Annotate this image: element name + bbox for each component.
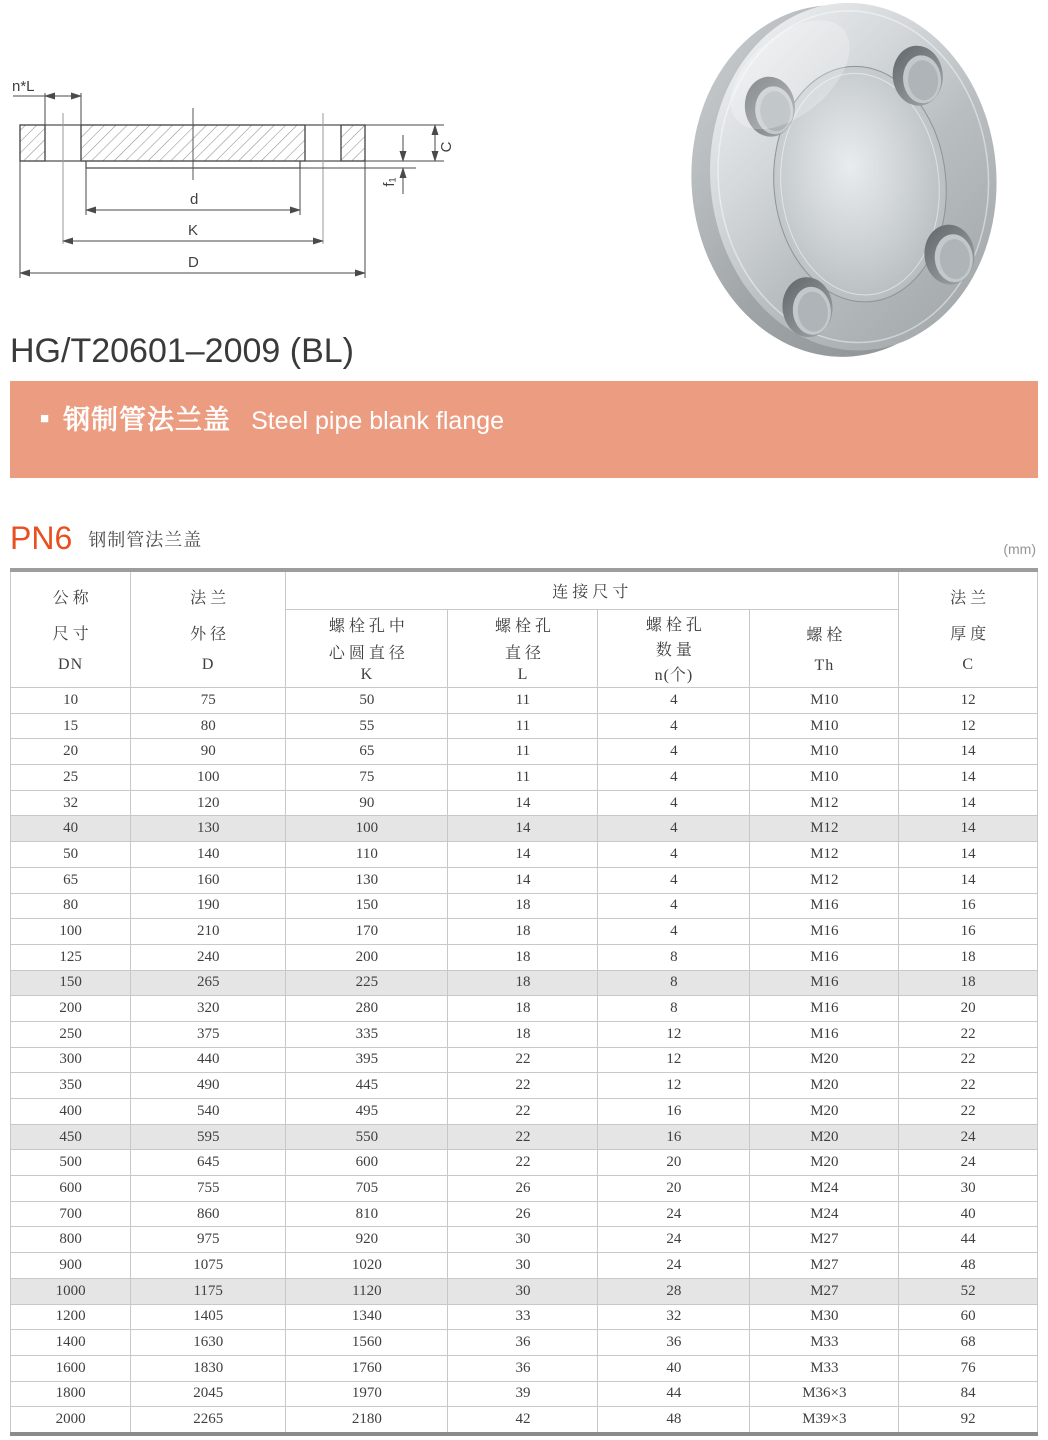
table-cell: M20 — [750, 1124, 899, 1150]
table-cell: 50 — [11, 842, 131, 868]
table-row — [11, 944, 1038, 970]
table-cell: 22 — [899, 1047, 1038, 1073]
table-row — [11, 970, 1038, 996]
table-cell: 1800 — [11, 1381, 131, 1407]
table-cell: 4 — [598, 713, 750, 739]
table-cell: 76 — [899, 1355, 1038, 1381]
table-cell: 8 — [598, 944, 750, 970]
table-cell: M12 — [750, 842, 899, 868]
table-cell: 22 — [899, 1073, 1038, 1099]
table-cell: 32 — [598, 1304, 750, 1330]
table-cell: 225 — [286, 970, 448, 996]
table-cell: 335 — [286, 1021, 448, 1047]
table-cell: M16 — [750, 893, 899, 919]
table-cell: 16 — [598, 1124, 750, 1150]
table-row — [11, 739, 1038, 765]
table-cell: 14 — [899, 765, 1038, 791]
table-cell: 600 — [11, 1176, 131, 1202]
table-cell: 705 — [286, 1176, 448, 1202]
table-row — [11, 713, 1038, 739]
table-cell: 160 — [131, 867, 286, 893]
table-cell: M16 — [750, 970, 899, 996]
table-cell: M24 — [750, 1176, 899, 1202]
dimension-lines — [13, 93, 444, 278]
table-cell: 240 — [131, 944, 286, 970]
spec-table — [10, 568, 1038, 1436]
table-cell: 18 — [448, 944, 598, 970]
table-cell: 39 — [448, 1381, 598, 1407]
table-row — [11, 790, 1038, 816]
table-cell: 1830 — [131, 1355, 286, 1381]
table-cell: M10 — [750, 688, 899, 714]
table-cell: 92 — [899, 1407, 1038, 1434]
table-cell: 150 — [286, 893, 448, 919]
table-row — [11, 1201, 1038, 1227]
table-cell: 48 — [598, 1407, 750, 1434]
table-cell: 110 — [286, 842, 448, 868]
table-cell: 36 — [598, 1330, 750, 1356]
col-header-th: 螺栓 Th — [750, 610, 899, 688]
table-cell: M27 — [750, 1253, 899, 1279]
table-cell: 24 — [598, 1253, 750, 1279]
table-cell: 4 — [598, 919, 750, 945]
table-cell: 80 — [131, 713, 286, 739]
table-cell: 65 — [11, 867, 131, 893]
table-cell: 33 — [448, 1304, 598, 1330]
table-cell: 12 — [598, 1021, 750, 1047]
table-cell: 1630 — [131, 1330, 286, 1356]
standard-title: HG/T20601–2009 (BL) — [10, 332, 354, 370]
table-cell: 975 — [131, 1227, 286, 1253]
table-cell: 24 — [598, 1227, 750, 1253]
table-cell: 14 — [899, 739, 1038, 765]
table-cell: 14 — [448, 816, 598, 842]
table-cell: 26 — [448, 1201, 598, 1227]
banner-title-zh: 钢制管法兰盖 — [63, 405, 232, 435]
table-cell: 60 — [899, 1304, 1038, 1330]
table-cell: 550 — [286, 1124, 448, 1150]
table-row — [11, 1330, 1038, 1356]
table-cell: 68 — [899, 1330, 1038, 1356]
table-row — [11, 1073, 1038, 1099]
table-cell: 36 — [448, 1330, 598, 1356]
table-row — [11, 1176, 1038, 1202]
table-cell: 450 — [11, 1124, 131, 1150]
table-cell: 11 — [448, 713, 598, 739]
table-row — [11, 1253, 1038, 1279]
table-cell: 200 — [286, 944, 448, 970]
table-cell: 150 — [11, 970, 131, 996]
table-cell: 1075 — [131, 1253, 286, 1279]
table-cell: 18 — [448, 970, 598, 996]
table-cell: 26 — [448, 1176, 598, 1202]
table-cell: 445 — [286, 1073, 448, 1099]
table-cell: 8 — [598, 996, 750, 1022]
table-cell: 4 — [598, 790, 750, 816]
table-cell: 900 — [11, 1253, 131, 1279]
unit-note: (mm) — [1003, 541, 1036, 557]
table-row — [11, 996, 1038, 1022]
table-cell: M12 — [750, 867, 899, 893]
table-cell: 16 — [598, 1099, 750, 1125]
table-cell: 12 — [899, 713, 1038, 739]
table-cell: 120 — [131, 790, 286, 816]
table-cell: 130 — [286, 867, 448, 893]
table-cell: 4 — [598, 739, 750, 765]
table-cell: 100 — [286, 816, 448, 842]
table-cell: M16 — [750, 996, 899, 1022]
table-row — [11, 1047, 1038, 1073]
col-header-n: 螺栓孔 数量 n(个) — [598, 610, 750, 688]
table-cell: 40 — [11, 816, 131, 842]
table-cell: M27 — [750, 1278, 899, 1304]
table-cell: 1970 — [286, 1381, 448, 1407]
dimension-labels — [12, 78, 455, 271]
table-row — [11, 919, 1038, 945]
table-cell: 11 — [448, 688, 598, 714]
table-cell: 100 — [11, 919, 131, 945]
table-row — [11, 1355, 1038, 1381]
table-cell: M20 — [750, 1150, 899, 1176]
table-cell: M27 — [750, 1227, 899, 1253]
table-cell: 1560 — [286, 1330, 448, 1356]
table-cell: 1600 — [11, 1355, 131, 1381]
table-cell: 700 — [11, 1201, 131, 1227]
table-row — [11, 893, 1038, 919]
table-cell: 75 — [286, 765, 448, 791]
table-cell: M10 — [750, 765, 899, 791]
table-cell: 42 — [448, 1407, 598, 1434]
table-cell: 8 — [598, 970, 750, 996]
table-cell: 375 — [131, 1021, 286, 1047]
table-cell: M33 — [750, 1355, 899, 1381]
table-row — [11, 867, 1038, 893]
table-row — [11, 1099, 1038, 1125]
table-cell: 24 — [899, 1124, 1038, 1150]
table-cell: 1200 — [11, 1304, 131, 1330]
table-cell: 18 — [448, 996, 598, 1022]
flange-dimension-table — [10, 568, 1038, 1436]
table-cell: 24 — [598, 1201, 750, 1227]
table-cell: 4 — [598, 867, 750, 893]
table-cell: 30 — [448, 1253, 598, 1279]
svg-text:n*L: n*L — [12, 78, 35, 95]
table-cell: 320 — [131, 996, 286, 1022]
table-cell: 52 — [899, 1278, 1038, 1304]
svg-text:K: K — [188, 222, 199, 239]
table-cell: 22 — [448, 1073, 598, 1099]
table-cell: 11 — [448, 765, 598, 791]
table-row — [11, 1021, 1038, 1047]
table-cell: 1760 — [286, 1355, 448, 1381]
table-row — [11, 816, 1038, 842]
table-cell: 1405 — [131, 1304, 286, 1330]
table-cell: 14 — [448, 790, 598, 816]
table-cell: 250 — [11, 1021, 131, 1047]
table-cell: M20 — [750, 1073, 899, 1099]
table-cell: 15 — [11, 713, 131, 739]
table-cell: M12 — [750, 790, 899, 816]
table-cell: 265 — [131, 970, 286, 996]
table-cell: 75 — [131, 688, 286, 714]
table-cell: 22 — [899, 1099, 1038, 1125]
table-cell: 90 — [131, 739, 286, 765]
table-cell: 490 — [131, 1073, 286, 1099]
pn-rating: PN6 — [10, 520, 73, 556]
table-cell: 920 — [286, 1227, 448, 1253]
table-cell: 280 — [286, 996, 448, 1022]
table-cell: 595 — [131, 1124, 286, 1150]
table-cell: 395 — [286, 1047, 448, 1073]
table-cell: 20 — [598, 1176, 750, 1202]
table-cell: 1175 — [131, 1278, 286, 1304]
table-cell: 24 — [899, 1150, 1038, 1176]
table-cell: M24 — [750, 1201, 899, 1227]
table-cell: M33 — [750, 1330, 899, 1356]
table-cell: 11 — [448, 739, 598, 765]
table-cell: 4 — [598, 842, 750, 868]
table-cell: 55 — [286, 713, 448, 739]
table-cell: 125 — [11, 944, 131, 970]
table-cell: M16 — [750, 1021, 899, 1047]
col-header-connection: 连接尺寸 — [286, 570, 899, 610]
table-cell: 12 — [598, 1047, 750, 1073]
table-cell: 20 — [11, 739, 131, 765]
table-cell: 30 — [448, 1227, 598, 1253]
table-cell: 400 — [11, 1099, 131, 1125]
banner-title-en: Steel pipe blank flange — [251, 407, 505, 435]
table-cell: 14 — [899, 842, 1038, 868]
table-cell: 18 — [899, 970, 1038, 996]
table-cell: 2265 — [131, 1407, 286, 1434]
table-cell: 90 — [286, 790, 448, 816]
table-cell: 40 — [598, 1355, 750, 1381]
table-cell: M36×3 — [750, 1381, 899, 1407]
section-subtitle: 钢制管法兰盖 — [88, 530, 203, 550]
section-header — [10, 521, 202, 555]
table-cell: 14 — [899, 867, 1038, 893]
table-row — [11, 765, 1038, 791]
table-cell: 28 — [598, 1278, 750, 1304]
table-cell: 12 — [598, 1073, 750, 1099]
table-cell: 495 — [286, 1099, 448, 1125]
table-cell: 810 — [286, 1201, 448, 1227]
table-cell: 44 — [598, 1381, 750, 1407]
table-cell: 25 — [11, 765, 131, 791]
table-cell: 540 — [131, 1099, 286, 1125]
table-cell: 1120 — [286, 1278, 448, 1304]
table-cell: 2000 — [11, 1407, 131, 1434]
table-row — [11, 1381, 1038, 1407]
table-body — [11, 688, 1038, 1434]
table-cell: 200 — [11, 996, 131, 1022]
table-cell: 16 — [899, 893, 1038, 919]
table-cell: M10 — [750, 739, 899, 765]
table-cell: M39×3 — [750, 1407, 899, 1434]
table-cell: 12 — [899, 688, 1038, 714]
table-cell: 18 — [899, 944, 1038, 970]
table-cell: 22 — [448, 1099, 598, 1125]
table-cell: 860 — [131, 1201, 286, 1227]
table-cell: 170 — [286, 919, 448, 945]
table-cell: 22 — [448, 1124, 598, 1150]
table-cell: M20 — [750, 1047, 899, 1073]
table-cell: 14 — [899, 816, 1038, 842]
svg-text:C: C — [438, 141, 455, 153]
table-row — [11, 1278, 1038, 1304]
table-cell: 16 — [899, 919, 1038, 945]
table-cell: 4 — [598, 816, 750, 842]
table-cell: 800 — [11, 1227, 131, 1253]
table-cell: 100 — [131, 765, 286, 791]
product-banner — [10, 381, 1038, 478]
table-cell: 30 — [899, 1176, 1038, 1202]
table-cell: 1000 — [11, 1278, 131, 1304]
col-header-d: 法兰 外径 D — [131, 570, 286, 688]
table-cell: 4 — [598, 765, 750, 791]
table-cell: M16 — [750, 944, 899, 970]
table-cell: 130 — [131, 816, 286, 842]
table-cell: 210 — [131, 919, 286, 945]
table-cell: 350 — [11, 1073, 131, 1099]
table-cell: 600 — [286, 1150, 448, 1176]
table-cell: 48 — [899, 1253, 1038, 1279]
table-cell: 4 — [598, 893, 750, 919]
table-cell: M30 — [750, 1304, 899, 1330]
col-header-c: 法兰 厚度 C — [899, 570, 1038, 688]
table-cell: 32 — [11, 790, 131, 816]
technical-drawing — [8, 63, 456, 301]
svg-text:d: d — [190, 191, 199, 208]
table-cell: 1340 — [286, 1304, 448, 1330]
table-cell: 1400 — [11, 1330, 131, 1356]
table-cell: 18 — [448, 1021, 598, 1047]
table-cell: 4 — [598, 688, 750, 714]
table-cell: 140 — [131, 842, 286, 868]
svg-text:D: D — [188, 254, 199, 271]
table-cell: 22 — [448, 1047, 598, 1073]
table-cell: 500 — [11, 1150, 131, 1176]
table-row — [11, 1150, 1038, 1176]
table-cell: 14 — [448, 842, 598, 868]
table-row — [11, 1124, 1038, 1150]
table-cell: 18 — [448, 919, 598, 945]
table-cell: 14 — [448, 867, 598, 893]
col-header-l: 螺栓孔 直径 L — [448, 610, 598, 688]
col-header-dn: 公称 尺寸 DN — [11, 570, 131, 688]
table-cell: 440 — [131, 1047, 286, 1073]
table-cell: M16 — [750, 919, 899, 945]
table-cell: 65 — [286, 739, 448, 765]
table-cell: 300 — [11, 1047, 131, 1073]
table-row — [11, 1227, 1038, 1253]
table-cell: 18 — [448, 893, 598, 919]
table-cell: 2180 — [286, 1407, 448, 1434]
table-cell: M12 — [750, 816, 899, 842]
table-cell: 20 — [899, 996, 1038, 1022]
table-cell: 190 — [131, 893, 286, 919]
flange-photo — [680, 0, 1025, 376]
table-cell: 50 — [286, 688, 448, 714]
table-cell: 40 — [899, 1201, 1038, 1227]
table-cell: M20 — [750, 1099, 899, 1125]
table-cell: 645 — [131, 1150, 286, 1176]
table-row — [11, 842, 1038, 868]
table-cell: 22 — [448, 1150, 598, 1176]
table-cell: 2045 — [131, 1381, 286, 1407]
table-cell: 755 — [131, 1176, 286, 1202]
table-cell: 1020 — [286, 1253, 448, 1279]
col-header-k: 螺栓孔中 心圆直径 K — [286, 610, 448, 688]
table-cell: 36 — [448, 1355, 598, 1381]
table-row — [11, 1304, 1038, 1330]
table-row — [11, 1407, 1038, 1434]
table-row — [11, 688, 1038, 714]
table-cell: 44 — [899, 1227, 1038, 1253]
table-cell: 10 — [11, 688, 131, 714]
table-cell: M10 — [750, 713, 899, 739]
table-cell: 30 — [448, 1278, 598, 1304]
square-bullet-icon: ■ — [40, 410, 50, 427]
svg-text:f₁: f₁ — [381, 177, 398, 187]
table-cell: 80 — [11, 893, 131, 919]
table-cell: 22 — [899, 1021, 1038, 1047]
table-cell: 14 — [899, 790, 1038, 816]
table-cell: 20 — [598, 1150, 750, 1176]
table-cell: 84 — [899, 1381, 1038, 1407]
